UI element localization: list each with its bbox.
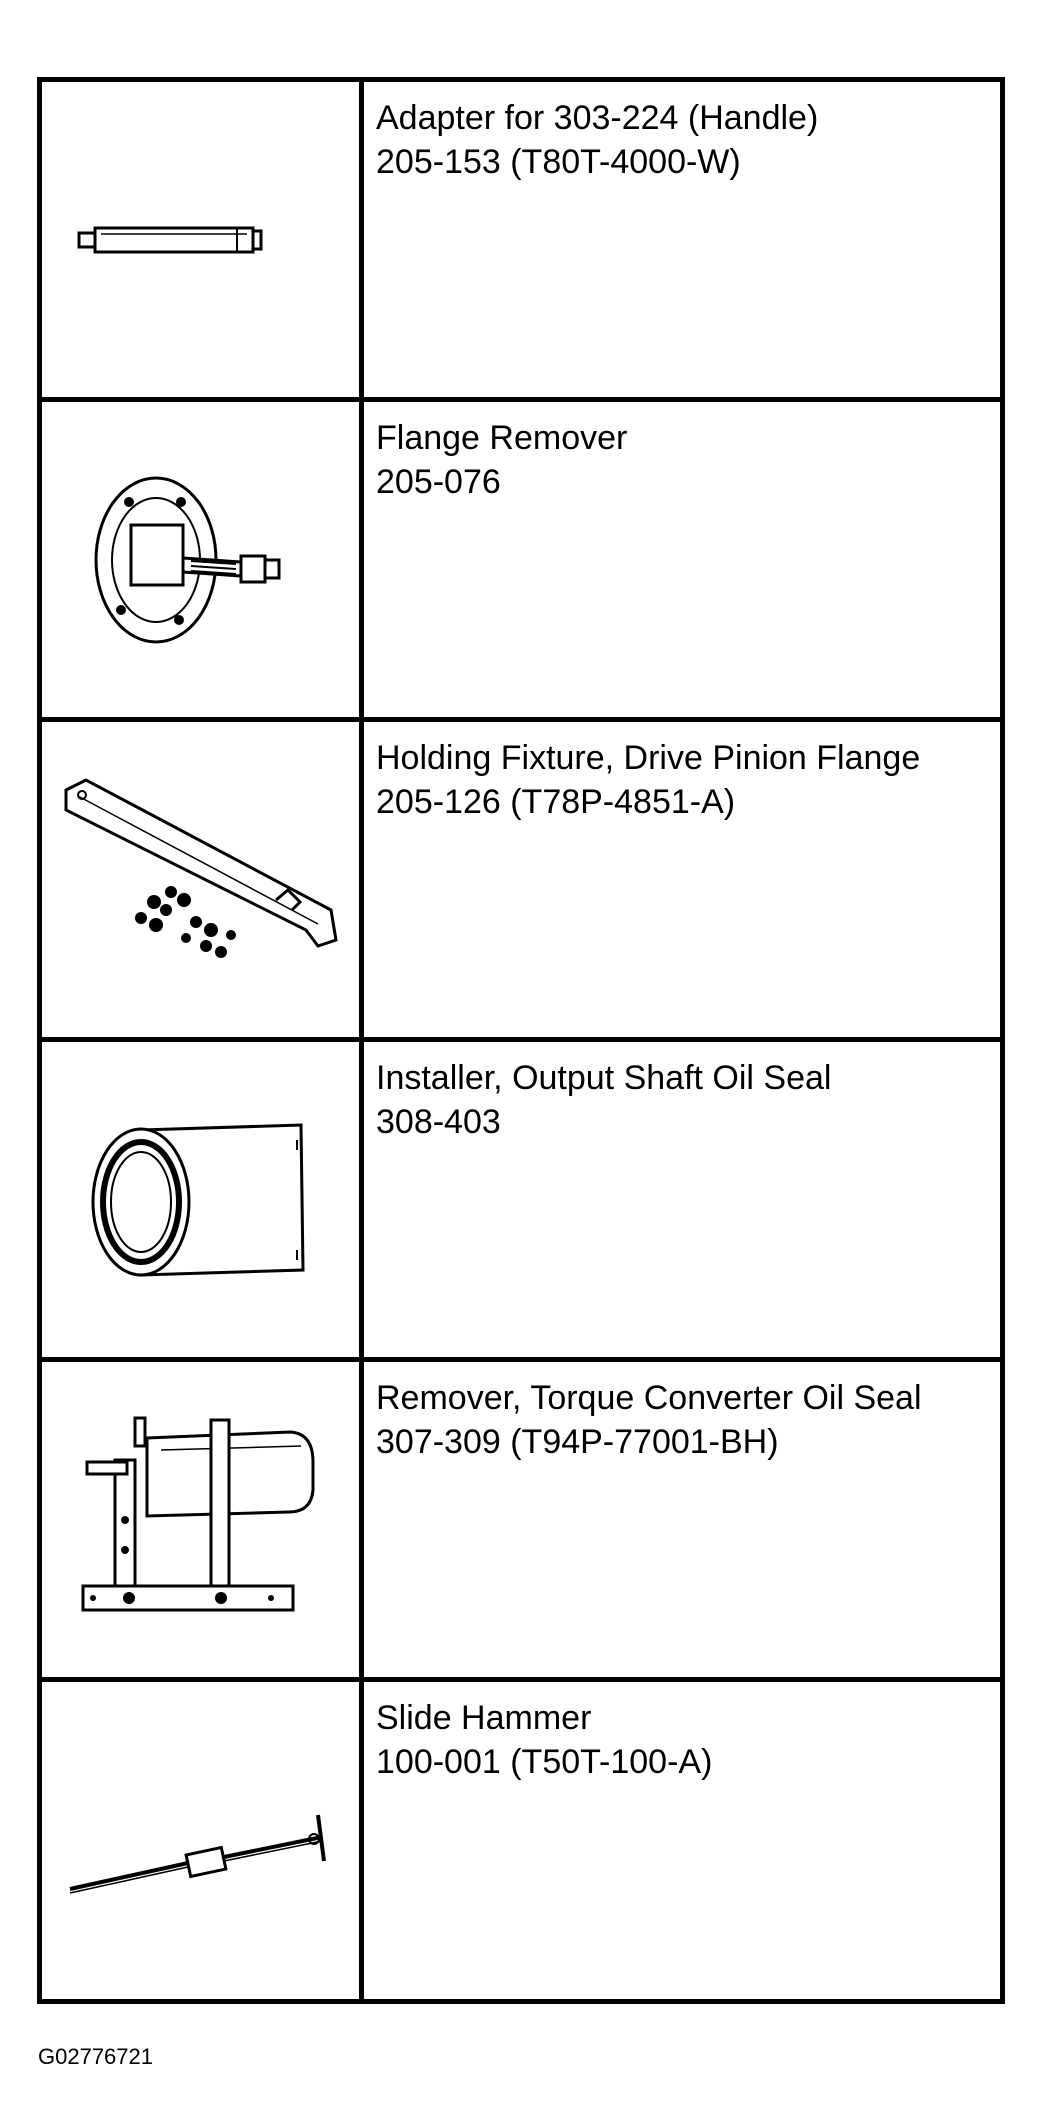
tool-part-number: 205-126 (T78P-4851-A): [376, 783, 736, 821]
tool-row: [42, 1042, 1000, 1362]
tool-illustration-cell: [42, 722, 364, 1037]
seal-remover-illustration: [61, 1390, 341, 1650]
tool-name: Flange Remover: [376, 419, 628, 457]
tool-row: [42, 1682, 1000, 1999]
tool-part-number: 205-076: [376, 463, 501, 501]
tool-illustration-cell: [42, 402, 364, 717]
tool-row: [42, 402, 1000, 722]
tool-illustration-cell: [42, 1362, 364, 1677]
tool-name: Installer, Output Shaft Oil Seal: [376, 1059, 832, 1097]
seal-installer-illustration: [61, 1070, 341, 1330]
tool-description-cell: [364, 722, 1000, 1037]
tool-illustration-cell: [42, 82, 364, 397]
tool-name: Slide Hammer: [376, 1699, 592, 1737]
tool-illustration-cell: [42, 1042, 364, 1357]
tool-part-number: 307-309 (T94P-77001-BH): [376, 1423, 779, 1461]
handle-adapter-illustration: [61, 110, 341, 370]
tool-row: [42, 1362, 1000, 1682]
tool-row: [42, 82, 1000, 402]
special-tools-table: [37, 77, 1005, 2004]
tool-name: Holding Fixture, Drive Pinion Flange: [376, 739, 921, 777]
tool-row: [42, 722, 1000, 1042]
tool-description-cell: [364, 82, 1000, 397]
tool-part-number: 100-001 (T50T-100-A): [376, 1743, 713, 1781]
tool-name: Remover, Torque Converter Oil Seal: [376, 1379, 922, 1417]
tool-description-cell: [364, 1362, 1000, 1677]
tool-part-number: 308-403: [376, 1103, 501, 1141]
tool-description-cell: [364, 1042, 1000, 1357]
tool-illustration-cell: [42, 1682, 364, 1999]
slide-hammer-illustration: [56, 1711, 346, 1971]
holding-fixture-illustration: [56, 750, 346, 1010]
figure-id-label: G02776721: [38, 2044, 153, 2069]
tool-part-number: 205-153 (T80T-4000-W): [376, 143, 741, 181]
tool-description-cell: [364, 402, 1000, 717]
tool-name: Adapter for 303-224 (Handle): [376, 99, 819, 137]
tool-description-cell: [364, 1682, 1000, 1999]
flange-remover-illustration: [61, 430, 341, 690]
